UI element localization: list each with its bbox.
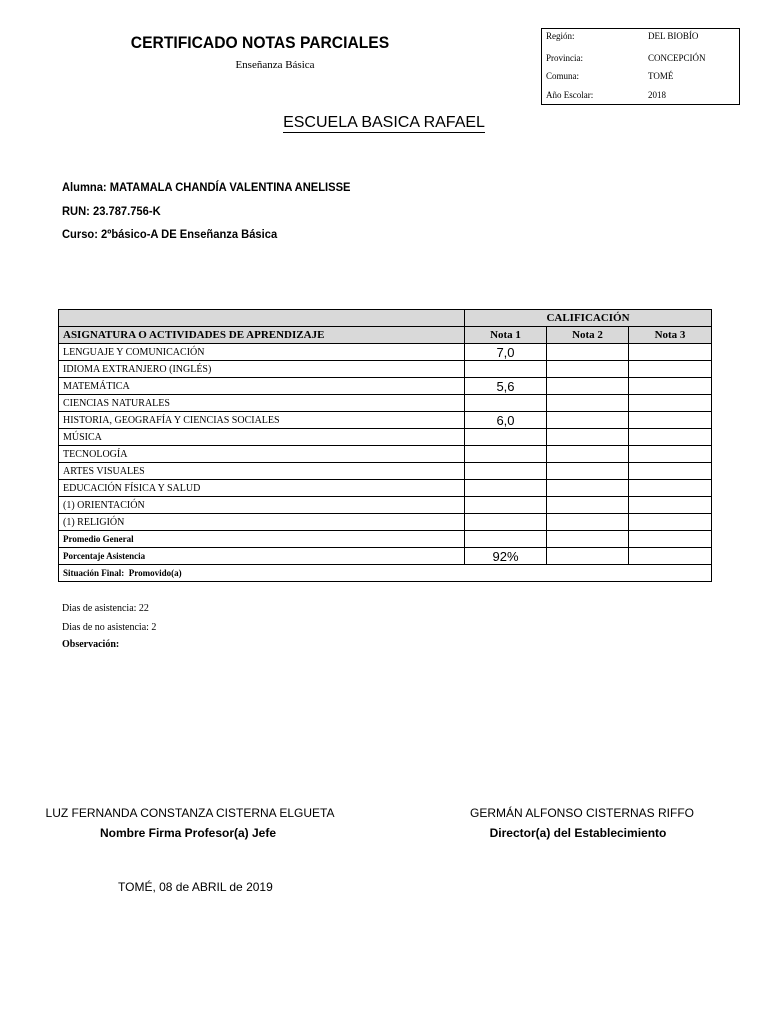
table-row: [59, 514, 712, 531]
student-run: RUN: 23.787.756-K: [62, 204, 161, 218]
subject-cell: EDUCACIÓN FÍSICA Y SALUD: [59, 480, 465, 497]
nota-1-cell: [465, 361, 547, 378]
table-row: [59, 497, 712, 514]
nota-1-cell: [465, 514, 547, 531]
nota-3-cell: [629, 463, 712, 480]
promedio-nota-1: [465, 531, 547, 548]
info-row-provincia: [542, 53, 739, 67]
info-label: Provincia:: [546, 53, 583, 63]
nota-3-cell: [629, 497, 712, 514]
table-row: [59, 446, 712, 463]
table-row: [59, 395, 712, 412]
subject-cell: HISTORIA, GEOGRAFÍA Y CIENCIAS SOCIALES: [59, 412, 465, 429]
promedio-row: [59, 531, 712, 548]
nota-2-cell: [547, 480, 629, 497]
info-row-year: [542, 90, 739, 104]
grades-table: [58, 309, 712, 582]
situacion-value: Promovido(a): [128, 568, 182, 578]
nota-1-cell: [465, 480, 547, 497]
promedio-nota-2: [547, 531, 629, 548]
nota-2-cell: [547, 361, 629, 378]
asistencia-nota-1: 92%: [465, 548, 547, 565]
nota-3-cell: [629, 378, 712, 395]
info-label: Año Escolar:: [546, 90, 594, 100]
info-value: 2018: [648, 90, 666, 100]
nota-2-cell: [547, 378, 629, 395]
promedio-label: Promedio General: [59, 531, 465, 548]
info-value: DEL BIOBÍO: [648, 31, 699, 41]
nota-1-header: Nota 1: [465, 327, 547, 344]
table-header-row-1: [59, 310, 712, 327]
asistencia-row: [59, 548, 712, 565]
table-row: [59, 412, 712, 429]
table-row: [59, 463, 712, 480]
subject-cell: (1) RELIGIÓN: [59, 514, 465, 531]
nota-3-cell: [629, 344, 712, 361]
subject-cell: MÚSICA: [59, 429, 465, 446]
nota-3-header: Nota 3: [629, 327, 712, 344]
attendance-days: Dias de asistencia: 22: [62, 603, 149, 614]
info-row-region: [542, 31, 739, 45]
situacion-row: [59, 565, 712, 582]
table-row: [59, 378, 712, 395]
nota-2-header: Nota 2: [547, 327, 629, 344]
nota-3-cell: [629, 395, 712, 412]
observation-label: [62, 639, 119, 650]
subject-cell: MATEMÁTICA: [59, 378, 465, 395]
subject-cell: LENGUAJE Y COMUNICACIÓN: [59, 344, 465, 361]
nota-1-cell: 7,0: [465, 344, 547, 361]
nota-2-cell: [547, 344, 629, 361]
nota-2-cell: [547, 497, 629, 514]
nota-2-cell: [547, 412, 629, 429]
nota-3-cell: [629, 361, 712, 378]
info-value: CONCEPCIÓN: [648, 53, 706, 63]
nota-2-cell: [547, 514, 629, 531]
director-name: GERMÁN ALFONSO CISTERNAS RIFFO: [469, 806, 695, 820]
subject-cell: ARTES VISUALES: [59, 463, 465, 480]
nota-1-cell: 6,0: [465, 412, 547, 429]
subject-cell: CIENCIAS NATURALES: [59, 395, 465, 412]
header-blank-cell: [59, 310, 465, 327]
calificacion-header: CALIFICACIÓN: [465, 310, 712, 327]
promedio-nota-3: [629, 531, 712, 548]
info-label: Comuna:: [546, 71, 579, 81]
nota-3-cell: [629, 480, 712, 497]
nota-3-cell: [629, 412, 712, 429]
info-label: Región:: [546, 31, 575, 41]
situacion-cell: [59, 565, 712, 582]
certificate-subtitle: Enseñanza Básica: [235, 59, 315, 71]
asistencia-nota-2: [547, 548, 629, 565]
nota-3-cell: [629, 514, 712, 531]
region-info-box: [541, 28, 740, 105]
table-row: [59, 480, 712, 497]
nota-3-cell: [629, 429, 712, 446]
nota-3-cell: [629, 446, 712, 463]
nota-1-cell: [465, 446, 547, 463]
subject-header: ASIGNATURA O ACTIVIDADES DE APRENDIZAJE: [59, 327, 465, 344]
place-date: TOMÉ, 08 de ABRIL de 2019: [118, 880, 273, 894]
nota-2-cell: [547, 429, 629, 446]
table-row: [59, 344, 712, 361]
subject-cell: (1) ORIENTACIÓN: [59, 497, 465, 514]
nota-2-cell: [547, 446, 629, 463]
director-role: Director(a) del Establecimiento: [489, 826, 667, 840]
info-value: TOMÉ: [648, 71, 674, 81]
student-name: Alumna: MATAMALA CHANDÍA VALENTINA ANELISSE: [62, 180, 351, 194]
nota-1-cell: [465, 463, 547, 480]
subject-cell: IDIOMA EXTRANJERO (INGLÉS): [59, 361, 465, 378]
nota-1-cell: [465, 395, 547, 412]
table-row: [59, 429, 712, 446]
school-name-text: ESCUELA BASICA RAFAEL: [283, 114, 485, 131]
student-course: Curso: 2ºbásico-A DE Enseñanza Básica: [62, 227, 278, 241]
nota-1-cell: [465, 497, 547, 514]
nota-2-cell: [547, 395, 629, 412]
nota-1-cell: [465, 429, 547, 446]
subject-cell: TECNOLOGÍA: [59, 446, 465, 463]
asistencia-nota-3: [629, 548, 712, 565]
observation-label-text: Observación:: [62, 639, 120, 650]
teacher-name: LUZ FERNANDA CONSTANZA CISTERNA ELGUETA: [45, 806, 335, 820]
table-header-row-2: [59, 327, 712, 344]
nota-1-cell: 5,6: [465, 378, 547, 395]
table-row: [59, 361, 712, 378]
nota-2-cell: [547, 463, 629, 480]
teacher-role: Nombre Firma Profesor(a) Jefe: [99, 826, 277, 840]
absence-days: Dias de no asistencia: 2: [62, 622, 157, 633]
situacion-label: Situación Final:: [63, 568, 125, 578]
asistencia-label: Porcentaje Asistencia: [59, 548, 465, 565]
certificate-title: CERTIFICADO NOTAS PARCIALES: [130, 33, 390, 52]
info-row-comuna: [542, 71, 739, 85]
school-name: [240, 114, 528, 132]
